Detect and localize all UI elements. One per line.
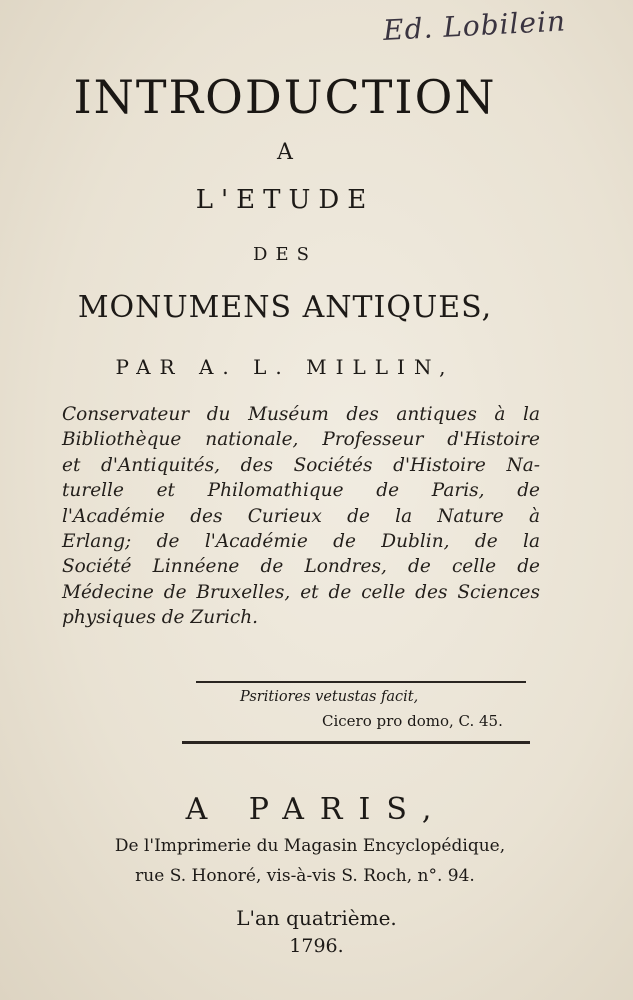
epigraph-top-rule [196, 681, 526, 683]
imprint-printer: De l'Imprimerie du Magasin Encyclopédique, [114, 836, 506, 856]
credentials-line: Médecine de Bruxelles, et de celle des Sciences [62, 581, 540, 603]
credentials-line: l'Académie des Curieux de la Nature à [62, 505, 540, 527]
epigraph-quote: Psritiores vetustas facit, [240, 689, 419, 705]
credentials-line: et d'Antiquités, des Sociétés d'Histoire Na- [62, 454, 540, 476]
imprint-address: rue S. Honoré, vis-à-vis S. Roch, n°. 94. [135, 866, 475, 886]
credentials-line: Bibliothèque nationale, Professeur d'Histoire [62, 429, 540, 451]
credentials-line: Erlang; de l'Académie de Dublin, de la [62, 531, 540, 553]
title-line-des: DES [253, 244, 317, 265]
imprint-year-text: L'an quatrième. [236, 906, 397, 930]
author-credentials [62, 402, 540, 631]
credentials-line: Conservateur du Muséum des antiques à la [62, 404, 540, 425]
credentials-line: turelle et Philomathique de Paris, de [62, 480, 540, 502]
epigraph-bottom-rule [182, 741, 530, 744]
title-line-etude: L'ETUDE [195, 185, 375, 215]
imprint-year-number: 1796. [289, 935, 344, 957]
imprint-city: A PARIS, [185, 792, 448, 827]
credentials-line: Société Linnéene de Londres, de celle de [62, 556, 540, 578]
title-line-monumens: MONUMENS ANTIQUES, [77, 290, 493, 325]
epigraph-source: Cicero pro domo, C. 45. [322, 712, 503, 730]
book-title: INTRODUCTION [73, 70, 497, 124]
handwritten-signature: Ed. Lobilein [382, 4, 567, 47]
title-line-a: A [277, 140, 293, 165]
author-line: PAR A. L. MILLIN, [115, 355, 455, 379]
credentials-line: physiques de Zurich. [62, 607, 259, 629]
